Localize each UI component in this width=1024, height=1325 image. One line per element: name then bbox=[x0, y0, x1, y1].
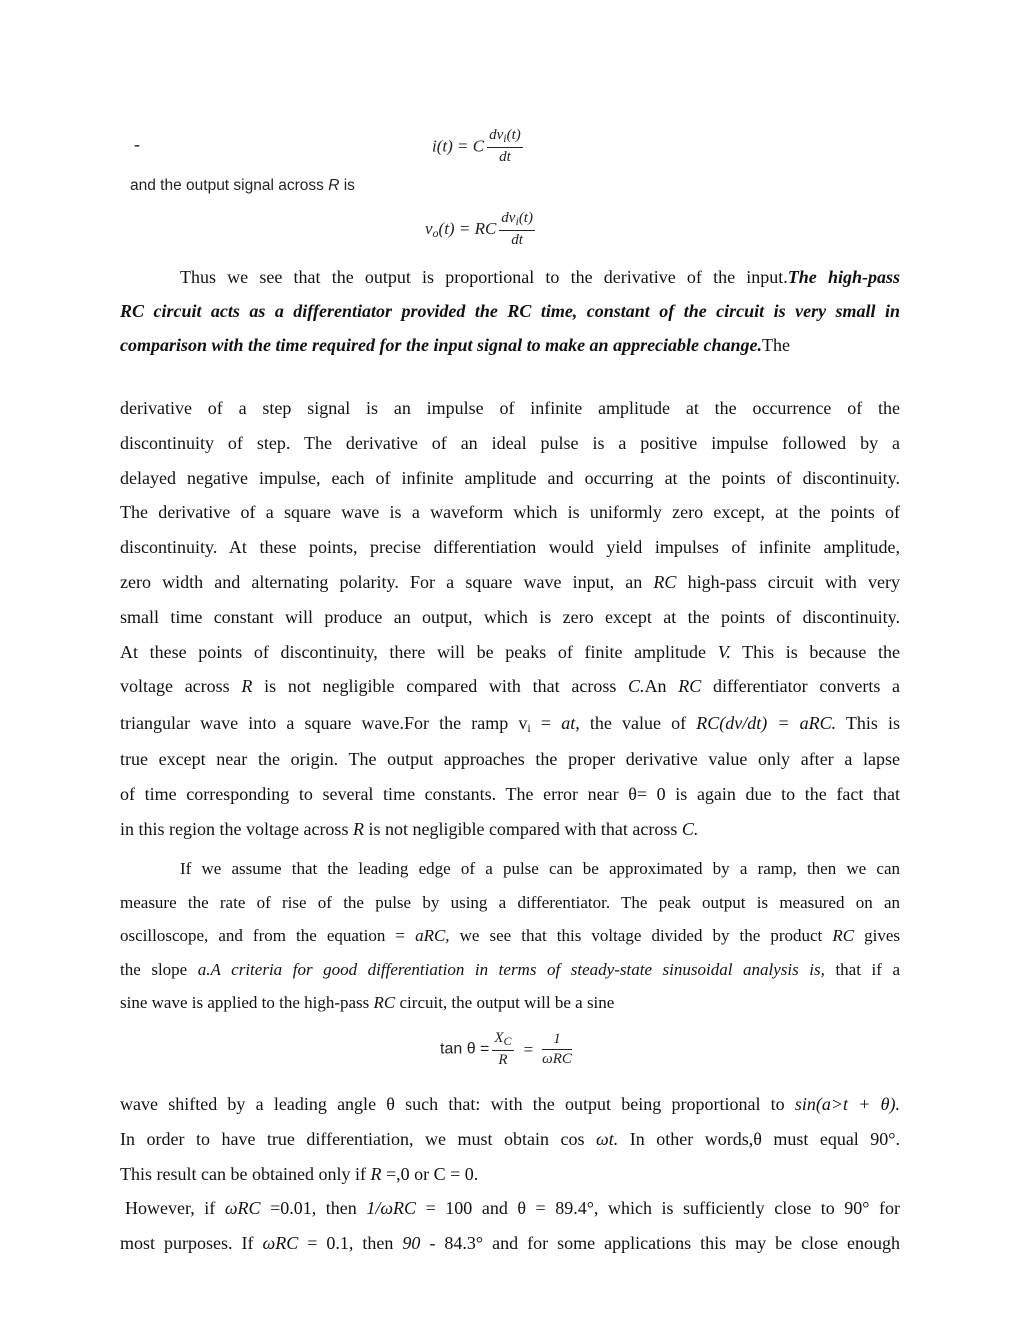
text-run: gives bbox=[864, 926, 900, 945]
text-line bbox=[120, 669, 900, 704]
text-run: is not negligible compared with that across bbox=[264, 676, 617, 697]
text-run: sine wave is applied to the high-pass bbox=[120, 993, 370, 1012]
text-run-italic: R bbox=[241, 676, 253, 697]
stray-mark: - bbox=[134, 134, 140, 154]
equation-lhs: tan θ = bbox=[440, 1040, 490, 1058]
text-run-italic: RC bbox=[832, 926, 855, 945]
equation-lhs-subscript: o bbox=[432, 225, 439, 240]
text-line: If we assume that the leading edge of a pulse can be approximated by a ramp, then we can bbox=[180, 859, 900, 878]
numerator: X bbox=[494, 1030, 504, 1046]
text-line: derivative of a step signal is an impulse of infinite amplitude at the occurrence of the bbox=[120, 398, 900, 418]
equation-fraction bbox=[487, 127, 523, 166]
text-run-italic: 90 bbox=[402, 1233, 421, 1254]
paragraph-3 bbox=[120, 852, 900, 1020]
numerator-subscript: i bbox=[503, 131, 507, 145]
text-run: zero width and alternating polarity. For a square wave input, an bbox=[120, 571, 643, 592]
text-line bbox=[120, 294, 900, 328]
text-run: differentiator converts a bbox=[713, 676, 901, 697]
text-line bbox=[120, 1087, 900, 1122]
text-line: of time corresponding to several time constants. The error near θ= 0 is again due to the fact that bbox=[120, 783, 900, 804]
text-run: - 84.3° and for some applications this may be close enough bbox=[429, 1233, 901, 1254]
numerator-subscript: C bbox=[503, 1034, 512, 1048]
numerator-tail: (t) bbox=[518, 210, 533, 226]
scan-text-a: and the output signal across bbox=[130, 177, 324, 194]
text-run: oscilloscope, and from the equation = bbox=[120, 926, 406, 945]
text-run-italic: aRC, bbox=[415, 926, 450, 945]
current-equation bbox=[432, 127, 523, 166]
denominator: dt bbox=[499, 149, 511, 165]
equation-lhs-v: v bbox=[425, 218, 433, 238]
text-run: = 0.1, then bbox=[307, 1233, 394, 1254]
scan-text-R: R bbox=[328, 177, 340, 194]
text-run: wave shifted by a leading angle θ such that: with the output being proportional to bbox=[120, 1094, 785, 1114]
text-run: in this region the voltage across bbox=[120, 818, 349, 839]
text-run: The bbox=[762, 335, 791, 355]
numerator: 1 bbox=[542, 1031, 572, 1050]
text-run: In order to have true differentiation, we must obtain cos bbox=[120, 1128, 585, 1149]
numerator-tail: (t) bbox=[506, 127, 521, 143]
text-line bbox=[120, 1226, 900, 1261]
text-run-italic: RC bbox=[373, 993, 396, 1012]
equation-lhs-tail: (t) = RC bbox=[438, 218, 497, 238]
text-run-italic: at, bbox=[561, 713, 580, 734]
equation-fraction-1 bbox=[492, 1030, 513, 1069]
text-line bbox=[120, 565, 900, 600]
denominator: ωRC bbox=[542, 1051, 572, 1067]
text-run: that if a bbox=[835, 959, 900, 979]
text-run-bold: RC circuit acts as a differentiator provided the RC time, constant of the circuit is very small in bbox=[120, 301, 900, 321]
text-run-italic: ωRC bbox=[262, 1233, 299, 1254]
text-run-italic: ωRC bbox=[224, 1198, 261, 1219]
paragraph-2 bbox=[120, 391, 900, 847]
text-run-italic: R bbox=[352, 818, 364, 839]
text-line bbox=[120, 328, 900, 362]
text-line bbox=[120, 704, 900, 742]
text-line bbox=[120, 1191, 900, 1226]
text-run: However, if bbox=[125, 1198, 216, 1219]
text-run-italic: a.A criteria for good differentiation in terms of steady-state sinusoidal analysis is, bbox=[197, 959, 825, 979]
text-run: = bbox=[540, 713, 552, 734]
text-run-italic: sin(a>t + θ). bbox=[794, 1094, 900, 1114]
text-run-italic: V. bbox=[717, 641, 731, 662]
text-line: discontinuity of step. The derivative of an ideal pulse is a positive impulse followed by a bbox=[120, 432, 900, 453]
text-line: delayed negative impulse, each of infinite amplitude and occurring at the points of discontinuity. bbox=[120, 467, 900, 488]
text-run: = 100 and θ = 89.4°, which is sufficiently close to 90° for bbox=[425, 1198, 901, 1219]
text-run: is not negligible compared with that across bbox=[368, 818, 678, 839]
denominator: dt bbox=[511, 232, 523, 248]
scan-text-b: is bbox=[343, 177, 355, 194]
text-run-italic: RC bbox=[653, 571, 677, 592]
equation-fraction bbox=[499, 210, 535, 249]
text-line: small time constant will produce an output, which is zero except at the points of discontinuity. bbox=[120, 606, 900, 627]
text-run-bold: comparison with the time required for the input signal to make an appreciable change. bbox=[120, 335, 763, 355]
text-run: This is bbox=[845, 713, 901, 734]
text-run: triangular wave into a square wave.For the ramp v bbox=[120, 713, 528, 734]
text-run: the slope bbox=[120, 959, 188, 979]
paragraph-1 bbox=[120, 260, 900, 362]
text-run: =,0 or C = 0. bbox=[385, 1163, 479, 1184]
text-line: The derivative of a square wave is a waveform which is uniformly zero except, at the points of bbox=[120, 502, 900, 523]
text-run-italic: 1/ωRC bbox=[366, 1198, 417, 1219]
text-run: This result can be obtained only if bbox=[120, 1163, 366, 1184]
text-run-italic: RC(dv/dt) = aRC. bbox=[696, 713, 837, 734]
text-run: In other words,θ must equal 90°. bbox=[629, 1128, 900, 1149]
denominator: R bbox=[498, 1052, 508, 1068]
text-run-bold: The high-pass bbox=[787, 267, 900, 287]
text-run: =0.01, then bbox=[270, 1198, 357, 1219]
text-line: measure the rate of rise of the pulse by using a differentiator. The peak output is measured on an bbox=[120, 892, 900, 912]
text-run-italic: RC bbox=[678, 676, 702, 697]
text-line bbox=[120, 1122, 900, 1157]
text-line bbox=[120, 953, 900, 987]
text-line bbox=[120, 986, 900, 1020]
text-run: An bbox=[644, 676, 667, 697]
text-line bbox=[120, 1157, 900, 1192]
text-run-italic: R bbox=[370, 1163, 382, 1184]
text-run-italic: C. bbox=[628, 676, 645, 697]
text-line: discontinuity. At these points, precise differentiation would yield impulses of infinite amplitude, bbox=[120, 537, 900, 558]
text-line bbox=[120, 812, 900, 847]
text-run: voltage across bbox=[120, 676, 230, 697]
text-run: Thus we see that the output is proportional to the derivative of the input. bbox=[180, 267, 788, 287]
paragraph-4 bbox=[120, 1087, 900, 1261]
numerator: dv bbox=[489, 127, 504, 143]
text-run: most purposes. If bbox=[120, 1233, 254, 1254]
equation-fraction-2 bbox=[542, 1031, 572, 1068]
text-run: the value of bbox=[589, 713, 687, 734]
numerator-subscript: i bbox=[515, 214, 519, 228]
text-run-italic: C. bbox=[681, 818, 699, 839]
text-run: This is because the bbox=[742, 641, 900, 662]
text-run: high-pass circuit with very bbox=[687, 571, 900, 592]
output-equation bbox=[425, 210, 535, 249]
equation-lhs: i(t) = C bbox=[432, 136, 485, 156]
tan-equation bbox=[440, 1030, 572, 1069]
text-line: true except near the origin. The output approaches the proper derivative value only after a lapse bbox=[120, 749, 900, 770]
text-run: At these points of discontinuity, there will be peaks of finite amplitude bbox=[120, 641, 707, 662]
text-line bbox=[120, 635, 900, 670]
text-run-italic: ωt. bbox=[596, 1128, 619, 1149]
numerator: dv bbox=[501, 210, 516, 226]
equals-sign: = bbox=[523, 1039, 534, 1059]
text-run: circuit, the output will be a sine bbox=[399, 993, 615, 1012]
text-subscript: i bbox=[527, 721, 531, 736]
text-line bbox=[120, 919, 900, 953]
text-run: we see that this voltage divided by the product bbox=[459, 926, 823, 945]
scanned-text-line bbox=[130, 177, 355, 195]
text-line bbox=[120, 260, 900, 294]
